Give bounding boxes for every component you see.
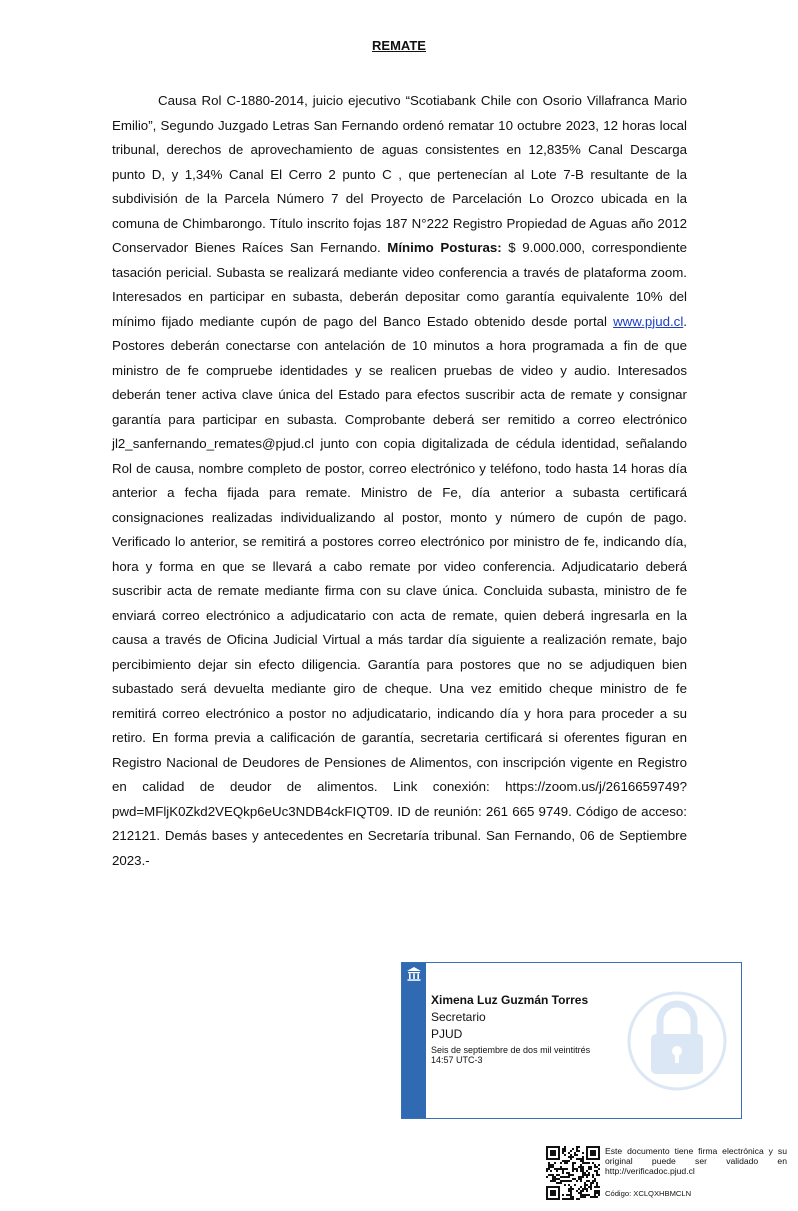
verification-notice: Este documento tiene firma electrónica y su original puede ser validado en http://verificadoc.pjud.cl [605,1146,787,1176]
pjud-portal-link[interactable]: www.pjud.cl [613,313,684,329]
document-title: REMATE [372,38,426,53]
courthouse-icon [406,966,422,982]
document-body [112,89,687,873]
body-text-part-1: Causa Rol C-1880-2014, juicio ejecutivo “Scotiabank Chile con Osorio Villafranca Mario Emilio”, Segundo Juzgado Letras San Fernando ordenó rematar 10 octubre 2023, 12 horas local tribunal, derechos de aprovechamiento de aguas consistentes en 12,835% Canal Descarga punto D, y 1,34% Canal El Cerro 2 punto C , que pertenecían al Lote 7-B resultante de la subdivisión de la Parcela Número 7 del Proyecto de Parcelación Lo Orozco ubicada en la comuna de Chimbarongo. Título inscrito fojas 187 N°222 Registro Propiedad de Aguas año 2012 Conservador Bienes Raíces San Fernando. [112,93,687,255]
lock-watermark-icon [627,979,727,1099]
signer-organization: PJUD [431,1027,463,1041]
signature-date-text: Seis de septiembre de dos mil veintitrés [431,1045,591,1055]
qr-code [546,1146,600,1200]
body-text-part-2: $ 9.000.000, correspondiente tasación pericial. Subasta se realizará mediante video conferencia a través de plataforma zoom. Interesados en participar en subasta, deberán depositar como garantía equivalente 10% del mínimo fijado mediante cupón de pago del Banco Estado obtenido desde portal [112,240,687,329]
signature-date [431,1045,631,1065]
signer-role: Secretario [431,1010,486,1024]
signature-side-strip [402,963,426,1118]
verification-code: Código: XCLQXHBMCLN [605,1189,692,1198]
minimum-bid-label: Mínimo Posturas: [387,240,502,255]
body-text-part-3: . Postores deberán conectarse con antelación de 10 minutos a hora programada a fin de que ministro de fe compruebe identidades y se realicen pruebas de video y audio. Interesados deberán tener activa clave única del Estado para efectos suscribir acta de remate y consignar garantía para participar en subasta. Comprobante deberá ser remitido a correo electrónico jl2_sanfernando_remates@pjud.cl junto con copia digitalizada de cédula identidad, señalando Rol de causa, nombre completo de postor, correo electrónico y teléfono, todo hasta 14 horas día anterior a fecha fijada para remate. Ministro de Fe, día anterior a subasta certificará consignaciones realizadas individualizando al postor, monto y número de cupón de pago. Verificado lo anterior, se remitirá a postores correo electrónico por ministro de fe, indicando día, hora y forma en que se llevará a cabo remate por video conferencia. Adjudicatario deberá suscribir acta de remate mediante firma con su clave única. Concluida subasta, ministro de fe enviará correo electrónico a adjudicatario con acta de remate, quien deberá ingresarla en la causa a través de Oficina Judicial Virtual a más tardar día siguiente a realización remate, bajo percibimiento dejar sin efecto diligencia. Garantía para postores que no se adjudiquen bien subastado será devuelta mediante giro de cheque. Una vez emitido cheque ministro de fe remitirá correo electrónico a postor no adjudicatario, indicando día y hora para proceder a su retiro. En forma previa a calificación de garantía, secretaria certificará si oferentes figuran en Registro Nacional de Deudores de Pensiones de Alimentos, con inscripción vigente en Registro en calidad de deudor de alimentos. Link conexión: https://zoom.us/j/2616659749? pwd=MFljK0Zkd2VEQkp6eUc3NDB4ckFIQT09. ID de reunión: 261 665 9749. Código de acceso: 212121. Demás bases y antecedentes en Secretaría tribunal. San Fernando, 06 de Septiembre 2023.- [112,313,687,868]
electronic-signature-box [401,962,742,1119]
signature-time-text: 14:57 UTC-3 [431,1055,483,1065]
signer-name: Ximena Luz Guzmán Torres [431,993,589,1007]
